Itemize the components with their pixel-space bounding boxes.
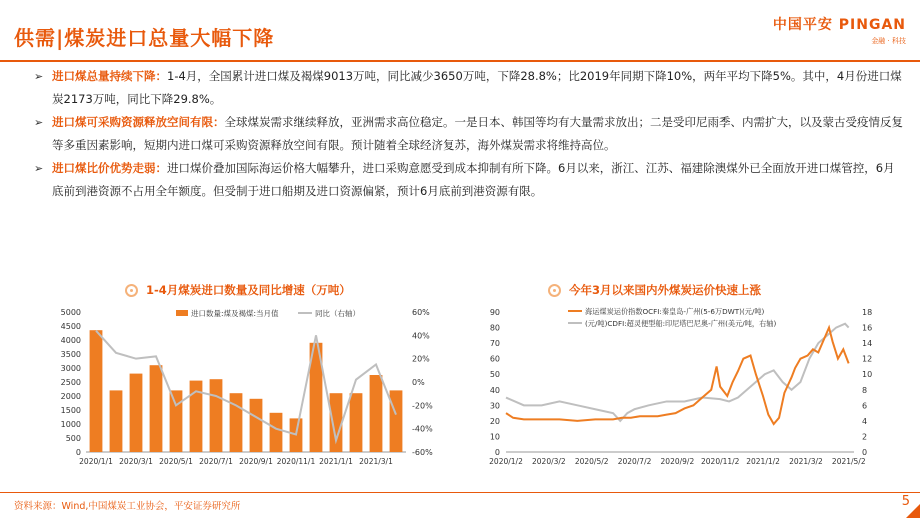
bullet-key: 进口煤可采购资源释放空间有限： (52, 115, 225, 129)
y-tick-label: 40 (489, 385, 500, 395)
page-header (0, 0, 920, 62)
bullet-text: 1-4月，全国累计进口煤及褐煤9013万吨，同比减少3650万吨，下降28.8%；比2019年同期下降10%，两年平均下降5%。其中，4月份进口煤炭2173万吨，同比下降29.8%。 (52, 69, 902, 106)
bar (390, 390, 403, 452)
y-tick-label: 2500 (60, 378, 81, 387)
arrow-bullet-icon: ➢ (34, 116, 44, 129)
bullet-list (24, 65, 904, 203)
legend-label: 海运煤炭运价指数OCFI:秦皇岛-广州(5-6万DWT)(元/吨) (585, 307, 765, 316)
y2-tick-label: 12 (862, 354, 873, 364)
x-tick-label: 2021/1/1 (319, 457, 353, 466)
bullet-item (24, 65, 904, 111)
bar (230, 393, 243, 452)
y-tick-label: 60 (489, 354, 500, 364)
y2-tick-label: 0 (862, 448, 868, 457)
y2-tick-label: 60% (412, 308, 430, 317)
y-tick-label: 3000 (60, 364, 81, 373)
y2-tick-label: 20% (412, 354, 430, 364)
x-tick-label: 2021/5/2 (831, 457, 866, 466)
chart-title-text: 今年3月以来国内外煤炭运价快速上涨 (569, 283, 761, 297)
y2-tick-label: 4 (862, 416, 868, 426)
legend-label: (元/吨)CDFI:超灵便型船:印尼塔巴尼奥-广州(美元/吨，右轴) (585, 319, 777, 328)
y-tick-label: 0 (75, 448, 81, 457)
page-number: 5 (901, 494, 910, 509)
x-tick-label: 2020/9/2 (660, 457, 695, 466)
y2-tick-label: 16 (862, 323, 873, 333)
arrow-bullet-icon: ➢ (34, 70, 44, 83)
logo-text: 中国平安 PINGAN (772, 17, 906, 33)
y2-tick-label: -60% (412, 448, 433, 457)
bullet-key: 进口煤比价优势走弱： (52, 161, 167, 175)
y2-tick-label: 0% (412, 378, 425, 387)
y2-tick-label: 14 (862, 339, 873, 349)
x-tick-label: 2021/3/2 (789, 457, 823, 466)
arrow-bullet-icon: ➢ (34, 162, 44, 175)
y-tick-label: 4500 (60, 322, 81, 331)
chart-title-text: 1-4月煤炭进口数量及同比增速（万吨） (146, 283, 351, 297)
ocfi-series-line (506, 328, 849, 424)
x-tick-label: 2021/1/2 (746, 457, 780, 466)
y-tick-label: 2000 (60, 392, 81, 401)
y-tick-label: 80 (489, 323, 500, 333)
y-tick-label: 10 (489, 432, 500, 442)
y2-tick-label: -40% (412, 424, 433, 434)
x-tick-label: 2021/3/1 (359, 457, 393, 466)
bullet-text: 进口煤价叠加国际海运价格大幅攀升，进口采购意愿受到成本抑制有所下降。6月以来，浙江、江苏、福建除澳煤外已全面放开进口煤管控，6月底前到港资源不占用全年额度。但受制于进口船期及进口资源偏紧，预计6月底前到港资源有限。 (52, 161, 895, 198)
y-tick-label: 1000 (60, 420, 81, 429)
y2-tick-label: 2 (862, 432, 868, 442)
page-title: 供需|煤炭进口总量大幅下降 (14, 26, 275, 50)
legend-label: 同比（右轴） (315, 309, 360, 318)
chart-title-left (125, 282, 351, 298)
bar (370, 375, 383, 452)
bar (130, 374, 143, 452)
y-tick-label: 30 (489, 401, 500, 411)
x-tick-label: 2020/3/2 (532, 457, 566, 466)
y-tick-label: 4000 (60, 336, 81, 345)
logo-tagline: 金融 · 科技 (871, 37, 906, 45)
x-tick-label: 2020/7/2 (617, 457, 652, 466)
x-tick-label: 2020/5/1 (159, 457, 193, 466)
bullet-item (24, 111, 904, 157)
brand-logo (773, 14, 906, 46)
x-tick-label: 2020/5/2 (574, 457, 609, 466)
header-divider (0, 60, 920, 62)
y2-tick-label: 10 (862, 370, 873, 380)
bullet-key: 进口煤总量持续下降： (52, 69, 167, 83)
x-tick-label: 2020/1/1 (79, 457, 113, 466)
legend-label: 进口数量:煤及褐煤:当月值 (191, 309, 279, 318)
y2-tick-label: -20% (412, 401, 433, 411)
import-volume-chart (46, 304, 456, 472)
footer-source: 资料来源：Wind,中国煤炭工业协会，平安证券研究所 (14, 501, 241, 512)
bar (110, 390, 123, 452)
y-tick-label: 500 (65, 434, 81, 443)
freight-rate-chart (478, 304, 900, 472)
y-tick-label: 90 (489, 308, 500, 317)
cdfi-series-line (506, 324, 849, 421)
bullet-text: 全球煤炭需求继续释放，亚洲需求高位稳定。一是日本、韩国等均有大量需求放出；二是受印尼雨季、内需扩大，以及蒙古受疫情反复等多重因素影响，短期内进口煤可采购资源释放空间有限。预计随着全球经济复苏，海外煤炭需求将维持高位。 (52, 115, 903, 152)
x-tick-label: 2020/11/2 (701, 457, 740, 466)
y-tick-label: 20 (489, 416, 500, 426)
y2-tick-label: 8 (862, 385, 868, 395)
bar (210, 379, 223, 452)
corner-mark (906, 504, 920, 518)
x-tick-label: 2020/3/1 (119, 457, 153, 466)
bar (250, 399, 263, 452)
y-tick-label: 0 (494, 448, 500, 457)
bar (150, 365, 163, 452)
x-tick-label: 2020/11/1 (276, 457, 316, 466)
clock-icon (548, 284, 561, 297)
bar (90, 330, 103, 452)
bar (350, 393, 363, 452)
y-tick-label: 5000 (60, 308, 81, 317)
y-tick-label: 50 (489, 370, 500, 380)
y-tick-label: 3500 (60, 350, 81, 359)
y2-tick-label: 40% (412, 331, 430, 341)
y-tick-label: 70 (489, 339, 500, 349)
footer-divider (0, 492, 920, 493)
y2-tick-label: 6 (862, 401, 868, 411)
clock-icon (125, 284, 138, 297)
x-tick-label: 2020/1/2 (489, 457, 523, 466)
chart-title-right (548, 282, 761, 298)
bar (270, 413, 283, 452)
bar (170, 390, 183, 452)
legend-swatch-bar (176, 310, 188, 316)
x-tick-label: 2020/7/1 (199, 457, 233, 466)
y-tick-label: 1500 (60, 406, 81, 415)
x-tick-label: 2020/9/1 (239, 457, 273, 466)
y2-tick-label: 18 (862, 308, 873, 317)
bullet-item (24, 157, 904, 203)
